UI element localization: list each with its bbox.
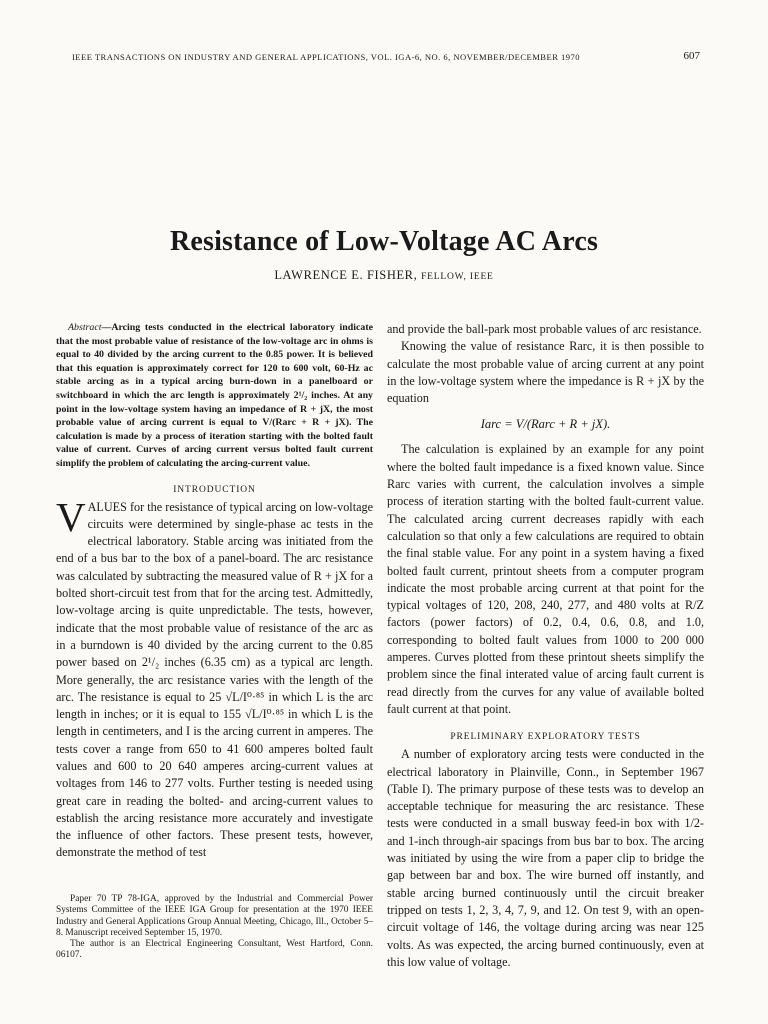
paragraph-preliminary: A number of exploratory arcing tests were conducted in the electrical laboratory in Plainville, Conn., in September 1967 (Table I). The primary purpose of these tests was to develop an acceptable technique for measuring the arc resistance. These tests were conducted in a small busway feed-in box with 1/2- and 1-inch through-air spacings from bus bar to box. The arcing was initiated by using the wire from a paper clip to bridge the gap between bar and box. The wire burned off instantly, and stable arcing burned continuously until the circuit breaker tripped on tests 1, 2, 3, 4, 7, 9, and 12. On test 9, with an open-circuit voltage of 146, the voltage during arcing was near 125 volts. As was expected, the arcing burned continuously, even at this low value of voltage. bbox=[387, 747, 704, 969]
paper-title: Resistance of Low-Voltage AC Arcs bbox=[169, 226, 599, 257]
intro-paragraph bbox=[56, 493, 373, 862]
abstract-text: —Arcing tests conducted in the electrical laboratory indicate that the most probable value of resistance of the low-voltage arc in ohms is equal to 40 divided by the arcing current to the 0.85 power. It is believed that this equation is approximately correct for 120 to 600 volt, 60-Hz ac stable arcing as in a typical arcing burn-down in a panelboard or switchboard in which the arc length is approximately 2¹/₂ inches. At any point in the low-voltage system having an impedance of R + jX, the most probable value of arcing current is equal to V/(Rarc + R + jX). The calculation is made by a process of iteration starting with the bolted fault value of current. Curves of arcing current versus bolted fault current simplify the problem of calculating the arcing-current value. bbox=[56, 322, 373, 469]
page-number: 607 bbox=[683, 50, 700, 62]
footnote-paper-info: Paper 70 TP 78-IGA, approved by the Industrial and Commercial Power Systems Committee of the IEEE IGA Group for presentation at the 1970 IEEE Industry and General Applications Group Annual Meeting, Chicago, Ill., October 5–8. Manuscript received September 15, 1970. bbox=[56, 894, 373, 938]
paragraph-calculation: The calculation is explained by an example for any point where the bolted fault impedance is a fixed known value. Since Rarc varies with current, the calculation involves a simple process of iteration starting with the bolted fault-current value. The calculated arcing current decreases rapidly with each calculation so that only a few calculations are required to obtain the final stable value. For any point in a system having a fixed bolted fault current, printout sheets from a computer program indicate the most probable arcing current at that point for the typical voltages of 120, 208, 240, 277, and 480 volts at R/Z factors (power factors) of 0.2, 0.4, 0.6, 0.8, and 1.0, corresponding to bolted fault values from 1000 to 200 000 amperes. Curves plotted from these printout sheets simplify the problem since the final interated value of arcing fault current is read directly from the curves for any value of available bolted fault current at that point. bbox=[387, 442, 704, 716]
footnote bbox=[56, 894, 373, 962]
paragraph-continuation: and provide the ball-park most probable values of arc resistance. bbox=[387, 322, 702, 336]
author-name: LAWRENCE E. FISHER, bbox=[274, 268, 418, 282]
author-line bbox=[0, 268, 768, 283]
abstract bbox=[56, 321, 373, 471]
drop-cap: V bbox=[56, 493, 86, 540]
section-heading-preliminary: PRELIMINARY EXPLORATORY TESTS bbox=[450, 732, 641, 743]
abstract-label: Abstract bbox=[68, 322, 102, 333]
intro-text: ALUES for the resistance of typical arcing on low-voltage circuits were determined by single-phase ac tests in the electrical laboratory. Stable arcing was initiated from the end of a bus bar to the box of a panel-board. The arc resistance was calculated by subtracting the measured value of R + jX for a bolted short-circuit test from that for the arcing test. Admittedly, low-voltage arcing is quite unpredictable. The tests, however, indicate that the most probable value of resistance of the arc as in a burndown is 40 divided by the arcing current to the 0.85 power based on 2¹/₂ inches (6.35 cm) as a typical arc length. More generally, the arc resistance varies with the length of the arc. The resistance is equal to 25 √L/I⁰·⁸⁵ in which L is the arc length in inches; or it is equal to 155 √L/I⁰·⁸⁵ in which L is the length in centimeters, and I is the arcing current in amperes. The tests cover a range from 650 to 41 600 amperes bolted fault values and 600 to 20 640 amperes arcing-current values at voltages from 146 to 277 volts. Further testing is needed using great care in reading the bolted- and arcing-current values to establish the arcing resistance more accurately and investigate the influence of other factors. These present tests, however, demonstrate the method of test bbox=[56, 499, 373, 860]
right-column bbox=[387, 321, 704, 971]
section-heading-introduction: INTRODUCTION bbox=[173, 484, 256, 495]
author-grade: FELLOW, IEEE bbox=[421, 272, 494, 282]
equation: Iarc = V/(Rarc + R + jX). bbox=[480, 417, 611, 432]
running-header bbox=[72, 52, 700, 62]
footnote-author-info: The author is an Electrical Engineering Consultant, West Hartford, Conn. 06107. bbox=[56, 939, 373, 961]
paragraph-equation-intro: Knowing the value of resistance Rarc, it is then possible to calculate the most probable value of arcing current at any point in the low-voltage system where the impedance is R + jX by the equation bbox=[387, 339, 704, 406]
journal-line: IEEE TRANSACTIONS ON INDUSTRY AND GENERAL APPLICATIONS, VOL. IGA-6, NO. 6, NOVEMBER/DECEMBER 1970 bbox=[72, 52, 580, 62]
left-column bbox=[56, 321, 373, 862]
